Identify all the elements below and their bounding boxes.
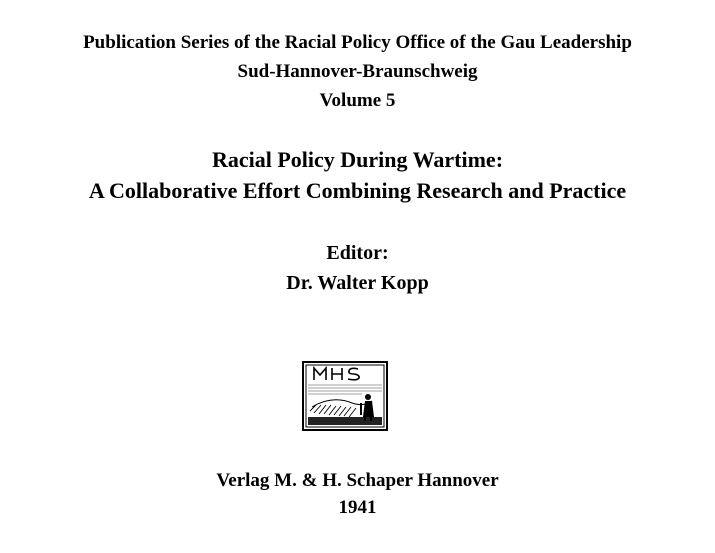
publisher-logo-icon — [302, 361, 388, 431]
volume-number: Volume 5 — [319, 90, 396, 111]
editor-label: Editor: — [326, 242, 389, 264]
book-title-line-2: A Collaborative Effort Combining Research and Practice — [88, 178, 627, 203]
series-title-line-2: Sud-Hannover-Braunschweig — [237, 61, 478, 82]
editor-name: Dr. Walter Kopp — [286, 272, 429, 294]
series-title-line-1: Publication Series of the Racial Policy Office of the Gau Leadership — [83, 32, 632, 53]
publication-year: 1941 — [338, 497, 377, 518]
book-title-line-1: Racial Policy During Wartime: — [211, 147, 504, 172]
publisher-name: Verlag M. & H. Schaper Hannover — [216, 470, 499, 491]
